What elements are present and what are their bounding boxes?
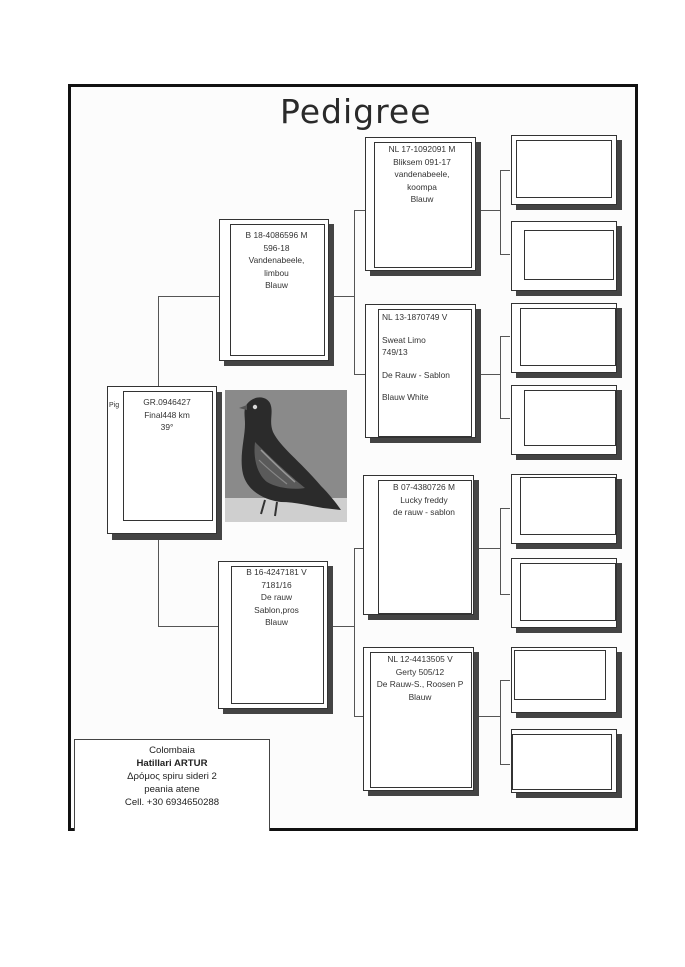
- father-line3: Vandenabeele,: [248, 255, 305, 265]
- great-grandparent-card-2: [511, 221, 617, 291]
- father-line2: 596-18: [263, 242, 290, 253]
- subject-ring: GR.0946427: [143, 397, 191, 407]
- father-line5: Blauw: [265, 280, 288, 290]
- mf-ring: B 07-4380726 M: [393, 482, 455, 492]
- contact-box: [74, 739, 270, 831]
- great-grandparent-card-3: [511, 303, 617, 373]
- connector: [158, 538, 159, 626]
- great-grandparent-card-1: [511, 135, 617, 205]
- subject-line2: Final448 km: [144, 409, 190, 420]
- page-title: Pedigree: [280, 92, 432, 131]
- great-grandparent-inner-box: [524, 230, 614, 280]
- subject-line3: 39°: [160, 422, 174, 432]
- mother-line3: De rauw: [260, 592, 293, 602]
- father-line4: limbou: [264, 267, 289, 278]
- connector: [330, 626, 355, 627]
- paternal-grandfather-text: [373, 143, 471, 206]
- great-grandparent-card-6: [511, 558, 617, 628]
- great-grandparent-inner-box: [520, 308, 616, 366]
- connector: [500, 336, 510, 337]
- subject-text: [122, 396, 212, 434]
- contact-address: Δρόμος spiru sideri 2: [127, 771, 217, 782]
- fm-line5: Blauw White: [382, 392, 429, 402]
- contact-loft: Colombaia: [149, 745, 195, 756]
- connector: [158, 296, 159, 388]
- connector: [500, 508, 501, 594]
- mf-line3: de rauw - sablon: [393, 507, 455, 517]
- paternal-grandmother-text: [382, 311, 476, 404]
- great-grandparent-inner-box: [524, 390, 616, 446]
- fm-ring: NL 13-1870749 V: [382, 312, 448, 322]
- connector: [500, 170, 501, 254]
- father-ring: B 18-4086596 M: [245, 230, 308, 240]
- connector: [354, 210, 355, 374]
- great-grandparent-card-5: [511, 474, 617, 544]
- mother-line5: Blauw: [265, 617, 288, 627]
- pigeon-photo: [225, 390, 347, 522]
- connector: [158, 626, 220, 627]
- maternal-grandfather-text: [377, 481, 471, 519]
- mother-line4: Sablon,pros: [254, 604, 299, 615]
- great-grandparent-inner-box: [512, 734, 612, 790]
- mf-line2: Lucky freddy: [400, 494, 448, 505]
- maternal-grandmother-text: [369, 653, 471, 703]
- connector: [478, 548, 500, 549]
- great-grandparent-card-7: [511, 647, 617, 713]
- fm-line2: Sweat Limo: [382, 334, 426, 345]
- ff-line4: koompa: [407, 181, 437, 192]
- ff-line5: Blauw: [410, 194, 434, 204]
- ff-line3: vandenabeele,: [394, 169, 450, 179]
- connector: [478, 716, 500, 717]
- contact-city: peania atene: [144, 784, 200, 795]
- connector: [354, 548, 355, 716]
- subject-side-label: Pig: [109, 402, 120, 409]
- connector: [500, 418, 510, 419]
- great-grandparent-inner-box: [514, 650, 606, 700]
- connector: [500, 680, 501, 764]
- connector: [500, 170, 510, 171]
- connector: [500, 336, 501, 418]
- great-grandparent-inner-box: [520, 477, 616, 535]
- connector: [500, 254, 510, 255]
- great-grandparent-card-4: [511, 385, 617, 455]
- contact-phone: Cell. +30 6934650288: [124, 797, 220, 808]
- connector: [500, 594, 510, 595]
- mm-line3: De Rauw-S., Roosen P: [376, 679, 464, 689]
- great-grandparent-inner-box: [520, 563, 616, 621]
- connector: [478, 374, 500, 375]
- great-grandparent-card-8: [511, 729, 617, 793]
- connector: [500, 508, 510, 509]
- fm-line3: 749/13: [382, 347, 408, 357]
- mm-line2: Gerty 505/12: [395, 666, 445, 677]
- mother-text: [230, 566, 323, 629]
- connector: [500, 764, 510, 765]
- fm-line4: De Rauw - Sablon: [382, 369, 450, 380]
- mm-line4: Blauw: [408, 691, 432, 702]
- connector: [478, 210, 500, 211]
- connector: [500, 680, 510, 681]
- ff-ring: NL 17-1092091 M: [388, 144, 456, 154]
- connector: [158, 296, 220, 297]
- great-grandparent-inner-box: [516, 140, 612, 198]
- mother-ring: B 16-4247181 V: [246, 567, 307, 577]
- father-text: [229, 229, 324, 292]
- contact-owner: Hatillari ARTUR: [136, 758, 208, 769]
- mm-ring: NL 12-4413505 V: [387, 654, 453, 664]
- connector: [333, 296, 355, 297]
- mother-line2: 7181/16: [261, 579, 292, 590]
- ff-line2: Bliksem 091-17: [393, 156, 451, 167]
